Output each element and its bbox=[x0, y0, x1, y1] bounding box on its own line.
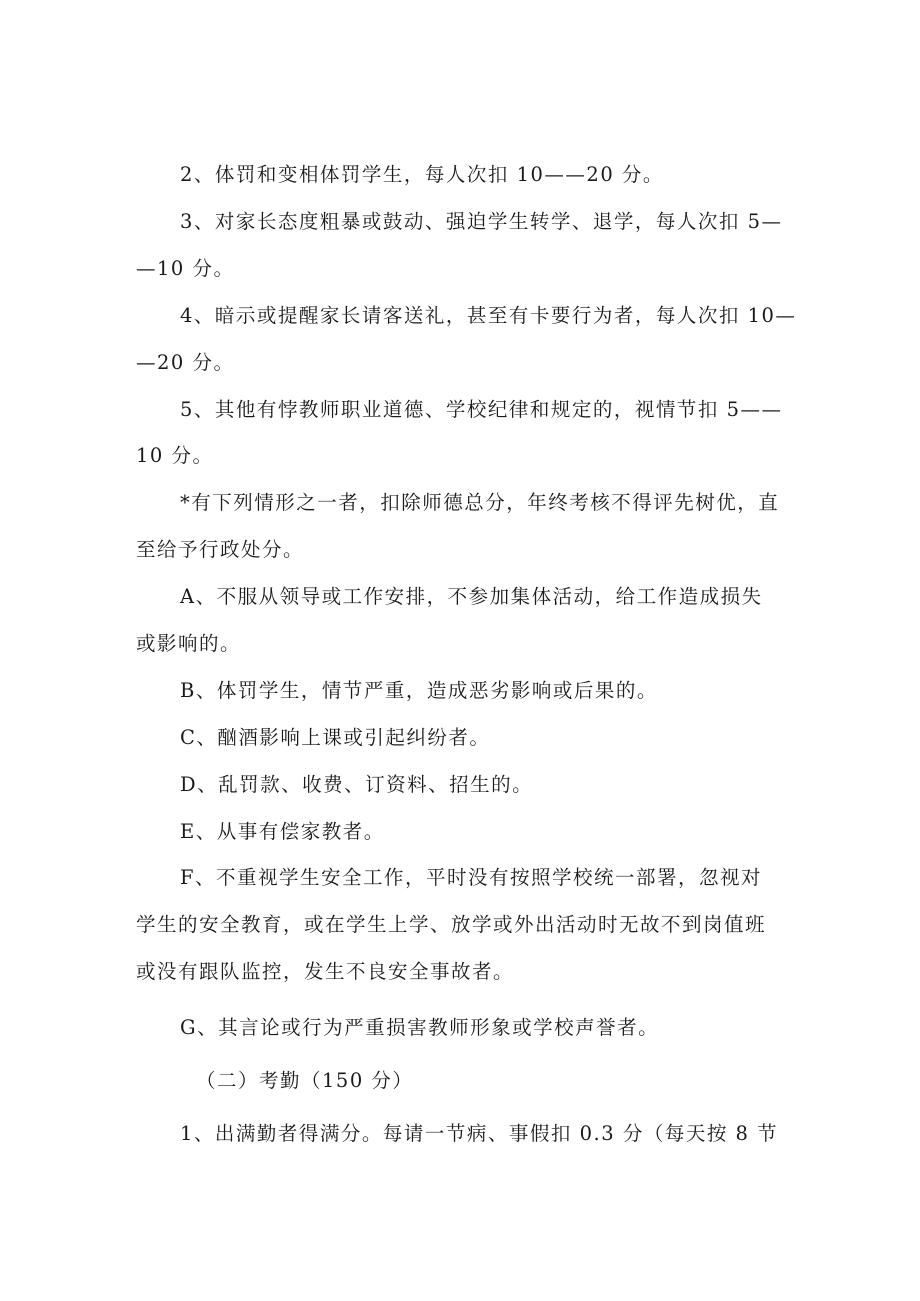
doc-line: E、从事有偿家教者。 bbox=[180, 820, 385, 843]
doc-line: 或没有跟队监控，发生不良安全事故者。 bbox=[136, 960, 515, 983]
doc-line: 学生的安全教育，或在学生上学、放学或外出活动时无故不到岗值班 bbox=[136, 913, 767, 936]
doc-line: F、不重视学生安全工作，平时没有按照学校统一部署，忽视对 bbox=[180, 866, 763, 889]
doc-line: B、体罚学生，情节严重，造成恶劣影响或后果的。 bbox=[180, 679, 658, 702]
doc-line: 2、体罚和变相体罚学生，每人次扣 10——20 分。 bbox=[180, 163, 664, 186]
doc-line: *有下列情形之一者，扣除师德总分，年终考核不得评先树优，直 bbox=[180, 491, 780, 514]
doc-line: 1、出满勤者得满分。每请一节病、事假扣 0.3 分（每天按 8 节 bbox=[180, 1122, 779, 1145]
doc-line: 至给予行政处分。 bbox=[136, 538, 305, 561]
doc-line: 3、对家长态度粗暴或鼓动、强迫学生转学、退学，每人次扣 5— bbox=[180, 210, 783, 233]
doc-line: 4、暗示或提醒家长请客送礼，甚至有卡要行为者，每人次扣 10— bbox=[180, 304, 797, 327]
section-heading: （二）考勤（150 分） bbox=[196, 1069, 414, 1092]
doc-line: G、其言论或行为严重损害教师形象或学校声誉者。 bbox=[180, 1016, 660, 1039]
doc-line: —10 分。 bbox=[136, 257, 235, 280]
doc-line: C、酗酒影响上课或引起纠纷者。 bbox=[180, 726, 491, 749]
doc-line: D、乱罚款、收费、订资料、招生的。 bbox=[180, 773, 534, 796]
doc-line: 或影响的。 bbox=[136, 632, 242, 655]
doc-line: A、不服从领导或工作安排，不参加集体活动，给工作造成损失 bbox=[180, 585, 763, 608]
doc-line: 10 分。 bbox=[136, 444, 214, 467]
doc-line: 5、其他有悖教师职业道德、学校纪律和规定的，视情节扣 5—— bbox=[180, 398, 783, 421]
doc-line: —20 分。 bbox=[136, 351, 235, 374]
